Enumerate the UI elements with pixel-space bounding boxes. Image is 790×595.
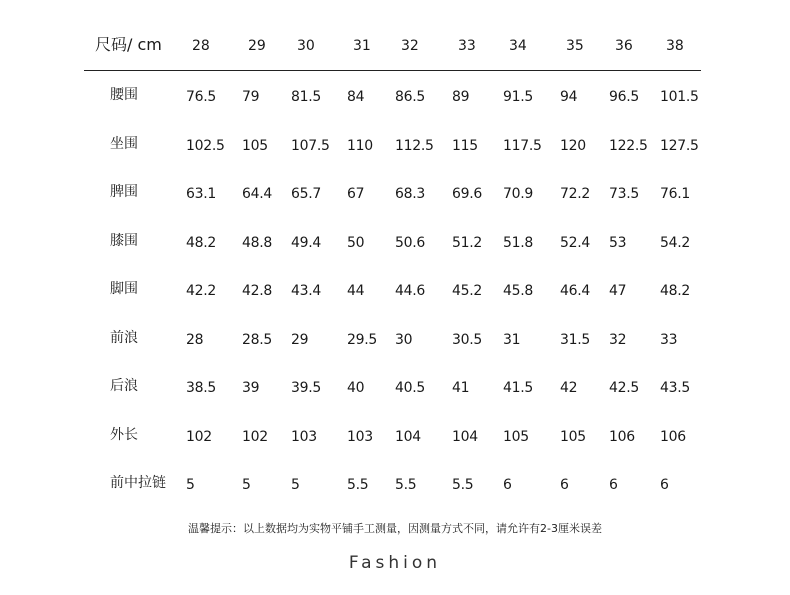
- table-cell: 73.5: [609, 186, 639, 202]
- row-label: 脾围: [110, 184, 138, 200]
- table-cell: 127.5: [660, 138, 699, 154]
- table-cell: 29.5: [347, 332, 377, 348]
- table-cell: 30.5: [452, 332, 482, 348]
- table-cell: 105: [560, 429, 586, 445]
- row-label: 脚围: [110, 281, 138, 297]
- table-cell: 103: [347, 429, 373, 445]
- table-cell: 5: [242, 477, 251, 493]
- table-cell: 76.5: [186, 89, 216, 105]
- table-cell: 5: [291, 477, 300, 493]
- table-cell: 48.2: [186, 235, 216, 251]
- table-cell: 43.4: [291, 283, 321, 299]
- table-cell: 106: [660, 429, 686, 445]
- header-size-label: 尺码/ cm: [95, 35, 162, 54]
- table-cell: 117.5: [503, 138, 542, 154]
- table-cell: 105: [503, 429, 529, 445]
- table-cell: 96.5: [609, 89, 639, 105]
- size-header-35: 35: [566, 38, 584, 54]
- size-header-28: 28: [192, 38, 210, 54]
- brand-text: Fashion: [348, 553, 442, 573]
- row-label: 腰围: [110, 87, 138, 103]
- table-cell: 42.8: [242, 283, 272, 299]
- table-cell: 81.5: [291, 89, 321, 105]
- row-label: 前浪: [110, 330, 138, 346]
- table-cell: 52.4: [560, 235, 590, 251]
- size-header-34: 34: [509, 38, 527, 54]
- table-cell: 112.5: [395, 138, 434, 154]
- table-cell: 104: [452, 429, 478, 445]
- row-label: 外长: [110, 427, 138, 443]
- size-header-30: 30: [297, 38, 315, 54]
- table-cell: 38.5: [186, 380, 216, 396]
- table-cell: 39: [242, 380, 260, 396]
- table-cell: 42.2: [186, 283, 216, 299]
- table-cell: 28.5: [242, 332, 272, 348]
- table-cell: 6: [609, 477, 618, 493]
- table-cell: 94: [560, 89, 578, 105]
- table-cell: 53: [609, 235, 627, 251]
- table-cell: 101.5: [660, 89, 699, 105]
- table-cell: 120: [560, 138, 586, 154]
- table-cell: 63.1: [186, 186, 216, 202]
- table-cell: 64.4: [242, 186, 272, 202]
- table-cell: 104: [395, 429, 421, 445]
- table-cell: 48.2: [660, 283, 690, 299]
- table-cell: 91.5: [503, 89, 533, 105]
- table-cell: 70.9: [503, 186, 533, 202]
- table-cell: 5: [186, 477, 195, 493]
- table-cell: 84: [347, 89, 365, 105]
- size-header-32: 32: [401, 38, 419, 54]
- table-cell: 6: [503, 477, 512, 493]
- table-cell: 32: [609, 332, 627, 348]
- table-cell: 47: [609, 283, 627, 299]
- table-cell: 6: [660, 477, 669, 493]
- size-header-29: 29: [248, 38, 266, 54]
- table-cell: 44.6: [395, 283, 425, 299]
- table-cell: 49.4: [291, 235, 321, 251]
- table-cell: 44: [347, 283, 365, 299]
- table-cell: 5.5: [347, 477, 369, 493]
- table-cell: 122.5: [609, 138, 648, 154]
- table-cell: 115: [452, 138, 478, 154]
- table-cell: 39.5: [291, 380, 321, 396]
- table-cell: 110: [347, 138, 373, 154]
- table-cell: 45.2: [452, 283, 482, 299]
- table-cell: 29: [291, 332, 309, 348]
- table-cell: 102.5: [186, 138, 225, 154]
- size-header-36: 36: [615, 38, 633, 54]
- table-cell: 42.5: [609, 380, 639, 396]
- table-cell: 5.5: [395, 477, 417, 493]
- size-header-38: 38: [666, 38, 684, 54]
- row-label: 膝围: [110, 233, 138, 249]
- table-cell: 31.5: [560, 332, 590, 348]
- row-label: 坐围: [110, 136, 138, 152]
- table-cell: 79: [242, 89, 260, 105]
- row-label: 前中拉链: [110, 475, 166, 491]
- table-cell: 51.2: [452, 235, 482, 251]
- table-cell: 40.5: [395, 380, 425, 396]
- measurement-note: 温馨提示：以上数据均为实物平铺手工测量，因测量方式不同，请允许有2-3厘米误差: [188, 522, 602, 535]
- table-cell: 41.5: [503, 380, 533, 396]
- table-cell: 46.4: [560, 283, 590, 299]
- table-cell: 50.6: [395, 235, 425, 251]
- table-cell: 107.5: [291, 138, 330, 154]
- table-cell: 50: [347, 235, 365, 251]
- table-cell: 41: [452, 380, 470, 396]
- table-cell: 76.1: [660, 186, 690, 202]
- table-cell: 33: [660, 332, 678, 348]
- table-cell: 31: [503, 332, 521, 348]
- table-cell: 42: [560, 380, 578, 396]
- size-header-33: 33: [458, 38, 476, 54]
- table-cell: 6: [560, 477, 569, 493]
- table-cell: 89: [452, 89, 470, 105]
- table-cell: 54.2: [660, 235, 690, 251]
- table-cell: 45.8: [503, 283, 533, 299]
- table-cell: 105: [242, 138, 268, 154]
- table-cell: 28: [186, 332, 204, 348]
- table-cell: 67: [347, 186, 365, 202]
- table-cell: 51.8: [503, 235, 533, 251]
- table-cell: 65.7: [291, 186, 321, 202]
- table-cell: 102: [186, 429, 212, 445]
- size-header-31: 31: [353, 38, 371, 54]
- table-cell: 102: [242, 429, 268, 445]
- table-cell: 43.5: [660, 380, 690, 396]
- table-cell: 5.5: [452, 477, 474, 493]
- row-label: 后浪: [110, 378, 138, 394]
- table-cell: 48.8: [242, 235, 272, 251]
- table-cell: 72.2: [560, 186, 590, 202]
- header-divider: [84, 70, 701, 71]
- table-cell: 103: [291, 429, 317, 445]
- table-cell: 30: [395, 332, 413, 348]
- table-cell: 68.3: [395, 186, 425, 202]
- table-cell: 86.5: [395, 89, 425, 105]
- table-cell: 40: [347, 380, 365, 396]
- table-cell: 106: [609, 429, 635, 445]
- table-cell: 69.6: [452, 186, 482, 202]
